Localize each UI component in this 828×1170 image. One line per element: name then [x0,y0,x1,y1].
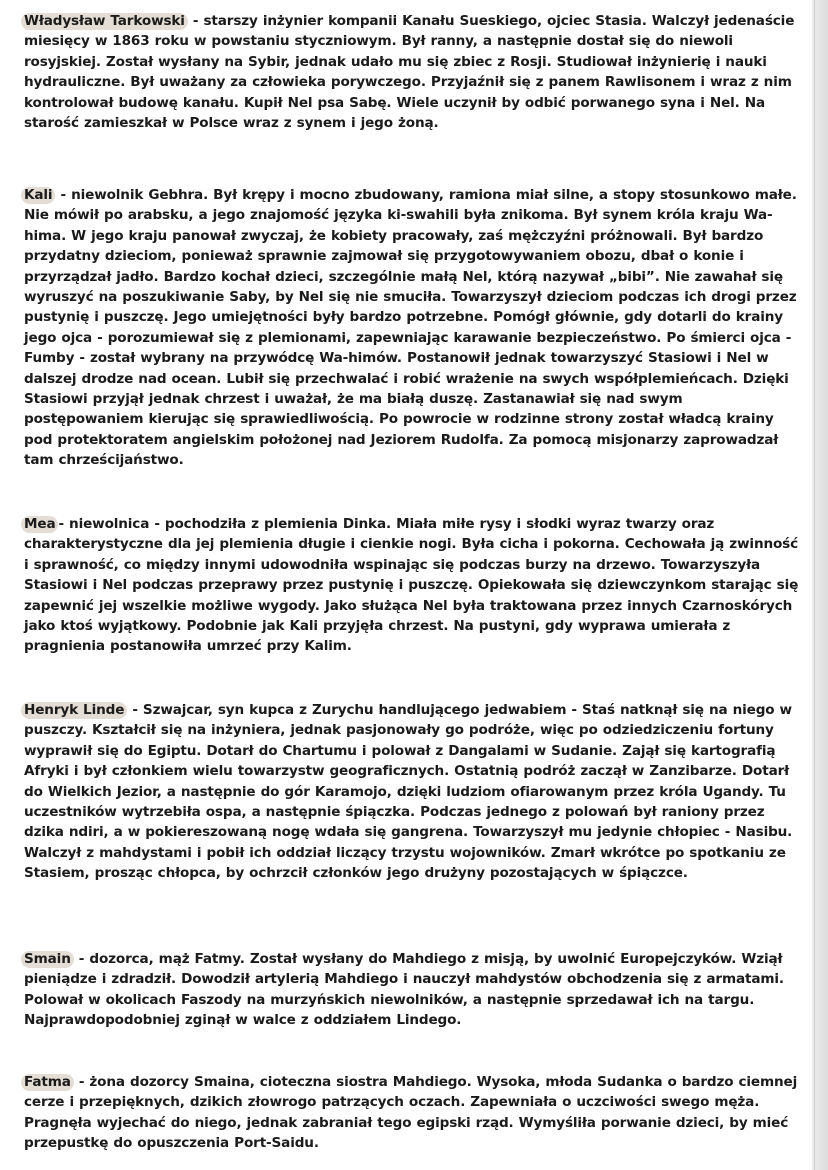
entry-paragraph [24,1072,804,1154]
character-name-highlight: Władysław Tarkowski [21,13,188,30]
character-entry-fatma [24,1072,804,1154]
character-description: - niewolnik Gebhra. Był krępy i mocno zbudowany, ramiona miał silne, a stopy stosunkowo małe. Nie mówił po arabsku, a jego znajomość języka ki-swahili była znikoma. Był synem króla kraju Wa-hima. W jego kraju panował zwyczaj, że kobiety pracowały, zaś mężczyźni próżnowali. Był bardzo przydatny dzieciom, ponieważ sprawnie zajmował się przygotowywaniem obozu, dbał o konie i przyrządzał jadło. Bardzo kochał dzieci, szczególnie małą Nel, którą nazywał „bibi”. Nie zawahał się wyruszyć na poszukiwanie Saby, by Nel się nie smuciła. Towarzyszył dzieciom podczas ich drogi przez pustynię i puszczę. Jego umiejętności były bardzo potrzebne. Pomógł głównie, gdy dotarli do krainy jego ojca - porozumiewał się z plemionami, zapewniając karawanie bezpieczeństwo. Po śmierci ojca - Fumby - został wybrany na przywódcę Wa-himów. Postanowił jednak towarzyszyć Stasiowi i Nel w dalszej drodze nad ocean. Lubił się przechwalać i robić wrażenie na swych współplemieńcach. Dzięki Stasiowi przyjął jednak chrzest i uważał, że ma białą duszę. Zastanawiał się nad swym postępowaniem kierując się sprawiedliwością. Po powrocie w rodzinne strony został władcą krainy pod protektoratem angielskim położonej nad Jeziorem Rudolfa. Za pomocą misjonarzy zaprowadzał tam chrześcijaństwo. [24,187,797,469]
entry-paragraph [24,949,804,1031]
entry-paragraph [24,700,804,884]
character-name-highlight: Henryk Linde [21,702,127,719]
character-name-highlight: Kali [21,187,55,204]
character-description: - żona dozorcy Smaina, cioteczna siostra Mahdiego. Wysoka, młoda Sudanka o bardzo ciemnej cerze i przepięknych, dzikich złowrogo patrzących oczach. Zapewniała o uczciwości swego męża. Pragnęła wyjechać do niego, jednak zabraniał tego egipski rząd. Wymyśliła porwanie dzieci, by mieć przepustkę do opuszczenia Port-Saidu. [24,1074,798,1152]
character-name-highlight: Smain [21,951,74,968]
character-entry-kali [24,185,804,471]
page-edge-shadow [812,0,828,1170]
character-description: - dozorca, mąż Fatmy. Został wysłany do Mahdiego z misją, by uwolnić Europejczyków. Wziął pieniądze i zdradził. Dowodził artylerią Mahdiego i nauczył mahdystów obchodzenia się z armatami. Polował w okolicach Faszody na murzyńskich niewolników, a następnie sprzedawał ich na targu. Najprawdopodobniej zginął w walce z oddziałem Lindego. [24,951,784,1029]
character-name-highlight: Mea [21,516,58,533]
entry-paragraph [24,514,804,657]
character-description: - niewolnica - pochodziła z plemienia Dinka. Miała miłe rysy i słodki wyraz twarzy oraz charakterystyczne dla jej plemienia długie i cienkie nogi. Była cicha i pokorna. Cechowała ją zwinność i sprawność, co między innymi udowodniła wspinając się podczas burzy na drzewo. Towarzyszyła Stasiowi i Nel podczas przeprawy przez pustynię i puszczę. Opiekowała się dziewczynkom starając się zapewnić jej wszelkie możliwe wygody. Jako służąca Nel była traktowana przez innych Czarnoskórych jako ktoś wyjątkowy. Podobnie jak Kali przyjęła chrzest. Na pustyni, gdy wyprawa umierała z pragnienia postanowiła umrzeć przy Kalim. [24,516,799,655]
character-description: - Szwajcar, syn kupca z Zurychu handlującego jedwabiem - Staś natknął się na niego w puszczy. Kształcił się na inżyniera, jednak pasjonowały go podróże, więc po odziedziczeniu fortuny wyprawił się do Egiptu. Dotarł do Chartumu i polował z Dangalami w Sudanie. Zajął się kartografią Afryki i był członkiem wielu towarzystw geograficznych. Ostatnią podróż zaczął w Zanzibarze. Dotarł do Wielkich Jezior, a następnie do gór Karamojo, dzięki ludziom ofiarowanym przez króla Ugandy. Tu uczestników wytrzebiła ospa, a następnie śpiączka. Podczas jednego z polowań był raniony przez dzika ndiri, a w pokiereszowaną nogę wdała się gangrena. Towarzyszył mu jedynie chłopiec - Nasibu. Walczył z mahdystami i pobił ich oddział liczący trzystu wojowników. Zmarł wkrótce po spotkaniu ze Stasiem, prosząc chłopca, by ochrzcił członków jego drużyny pozostających w śpiączce. [24,702,793,882]
character-entry-tarkowski [24,11,804,133]
character-name-highlight: Fatma [21,1074,74,1091]
character-entry-mea [24,514,804,657]
character-entry-linde [24,700,804,884]
character-entry-smain [24,949,804,1031]
entry-paragraph [24,185,804,471]
character-description: - starszy inżynier kompanii Kanału Sueskiego, ojciec Stasia. Walczył jedenaście miesięcy w 1863 roku w powstaniu styczniowym. Był ranny, a następnie dostał się do niewoli rosyjskiej. Został wysłany na Sybir, jednak udało mu się zbiec z Rosji. Studiował inżynierię i nauki hydrauliczne. Był uważany za człowieka porywczego. Przyjaźnił się z panem Rawlisonem i wraz z nim kontrolował budowę kanału. Kupił Nel psa Sabę. Wiele uczynił by odbić porwanego syna i Nel. Na starość zamieszkał w Polsce wraz z synem i jego żoną. [24,13,795,132]
entry-paragraph [24,11,804,133]
